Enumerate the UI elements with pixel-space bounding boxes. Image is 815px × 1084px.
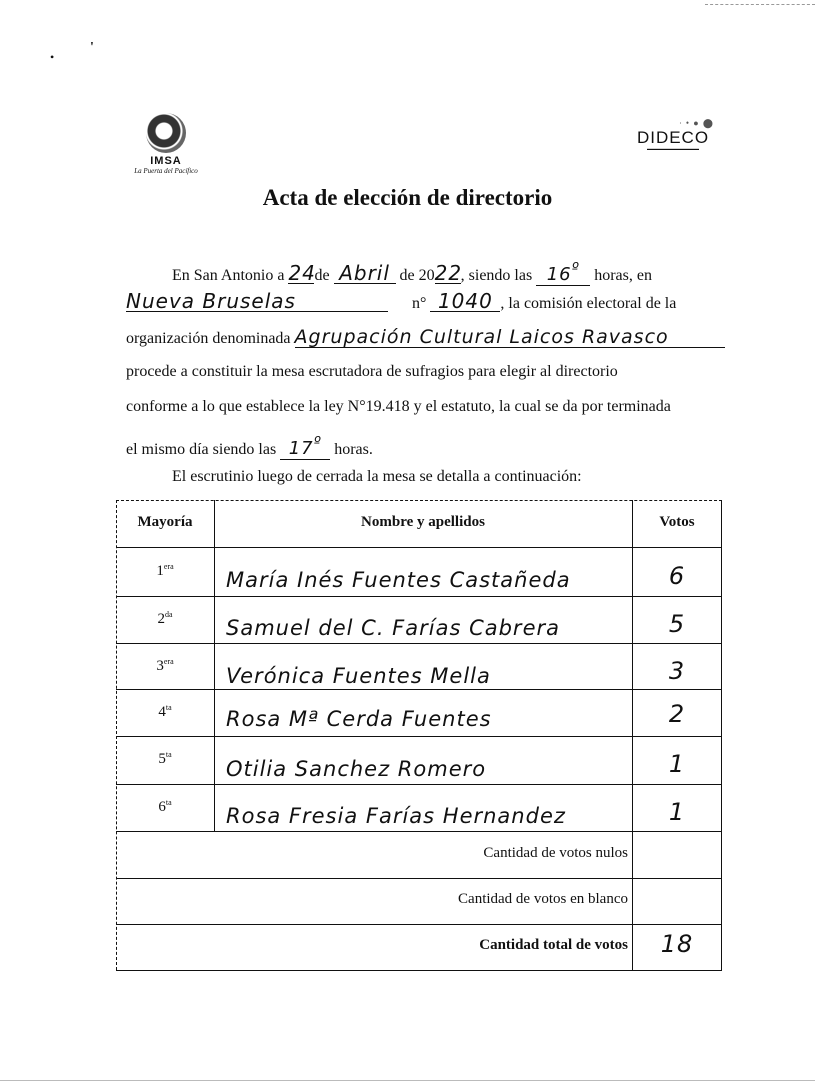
row-2-rank-sup: da (164, 610, 173, 619)
date-year-suffix: 22 (434, 261, 463, 285)
header-mayoria: Mayoría (137, 514, 193, 530)
row-6-votes: 1 (668, 798, 686, 826)
row-4-rank-sup: ta (165, 703, 172, 712)
row-3-rank-sup: era (163, 657, 174, 666)
end-prefix: el mismo día siendo las (126, 441, 277, 458)
header-nombre: Nombre y apellidos (361, 514, 485, 530)
bottom-edge-rule (0, 1080, 815, 1081)
end-hour-field (280, 432, 330, 460)
row-5-rank (116, 750, 214, 768)
intro-line-1 (172, 258, 652, 286)
row-6-rank (116, 798, 214, 816)
row-6-rank-number: 6 (158, 799, 166, 815)
end-hour: 17 (288, 438, 314, 459)
date-day: 24 (288, 261, 316, 285)
imsa-logo (126, 113, 206, 175)
place-name: Nueva Bruselas (126, 291, 388, 312)
horas-en-label: horas, en (594, 267, 652, 284)
document-title: Acta de elección de directorio (262, 185, 553, 210)
row-3-name: Verónica Fuentes Mella (226, 664, 491, 688)
date-month: Abril (334, 263, 396, 284)
imsa-logo-tagline: La Puerta del Pacífico (134, 167, 198, 175)
intro-prefix: En San Antonio a (172, 267, 285, 284)
imsa-logo-name: IMSA (150, 155, 182, 167)
row-2-rank (116, 610, 214, 628)
row-5-name: Otilia Sanchez Romero (226, 757, 487, 781)
row-6-name: Rosa Fresia Farías Hernandez (226, 804, 566, 828)
place-number: 1040 (430, 291, 500, 312)
start-hour: 16 (546, 264, 572, 285)
imsa-emblem-icon (146, 113, 186, 153)
dideco-logo-small-print: ▬▬▬▬▬▬▬▬▬▬▬▬▬ (647, 146, 699, 151)
dideco-dots-icon: ∙ • ● ⬤ (679, 118, 714, 128)
row-6-rank-sup: ta (165, 798, 172, 807)
row-2-name: Samuel del C. Farías Cabrera (226, 616, 560, 640)
null-votes-label: Cantidad de votos nulos (483, 845, 628, 861)
row-5-rank-number: 5 (158, 751, 166, 767)
row-2-votes: 5 (668, 610, 686, 638)
top-edge-rule (705, 4, 815, 5)
number-label: n° (412, 295, 427, 312)
horas-label: horas. (334, 441, 373, 458)
intro-line-2 (126, 291, 676, 314)
row-1-rank-number: 1 (156, 563, 164, 579)
row-1-rank (116, 562, 214, 580)
row-4-votes: 2 (668, 700, 686, 728)
intro-line-5: conforme a lo que establece la ley N°19.418 y el estatuto, la cual se da por terminada (126, 398, 671, 415)
de-1: de (314, 267, 330, 284)
intro-line-4: procede a constituir la mesa escrutadora de sufragios para elegir al directorio (126, 363, 618, 380)
results-table (116, 500, 722, 970)
org-name: Agrupación Cultural Laicos Ravasco (295, 327, 725, 348)
header-votos: Votos (659, 514, 695, 530)
row-4-name: Rosa Mª Cerda Fuentes (226, 707, 492, 731)
row-5-votes: 1 (668, 750, 686, 778)
end-hour-sup: º (313, 433, 322, 451)
blank-votes-label: Cantidad de votos en blanco (458, 891, 628, 907)
start-hour-sup: º (571, 259, 580, 277)
after-number-text: , la comisión electoral de la (500, 295, 677, 312)
row-3-votes: 3 (668, 657, 686, 685)
dideco-logo-name: DIDECO (636, 128, 710, 147)
siendo-label: , siendo las (460, 267, 533, 284)
org-label: organización denominada (126, 330, 291, 347)
intro-line-6 (126, 432, 373, 460)
row-4-rank-number: 4 (158, 704, 166, 720)
scan-mark-1: • (50, 50, 55, 64)
row-3-rank (116, 657, 214, 675)
row-5-rank-sup: ta (165, 750, 172, 759)
row-1-rank-sup: era (163, 562, 174, 571)
de-2: de 20 (399, 267, 435, 284)
row-2-rank-number: 2 (157, 611, 165, 627)
scrutiny-intro: El escrutinio luego de cerrada la mesa se detalla a continuación: (172, 468, 582, 485)
scan-mark-2: ' (90, 40, 94, 55)
start-hour-field (536, 258, 590, 286)
row-1-name: María Inés Fuentes Castañeda (226, 568, 571, 592)
dideco-logo (632, 118, 714, 151)
total-votes-value: 18 (660, 930, 694, 958)
intro-line-3 (126, 327, 725, 349)
row-3-rank-number: 3 (156, 658, 164, 674)
row-1-votes: 6 (668, 562, 686, 590)
total-votes-label: Cantidad total de votos (479, 937, 628, 953)
row-4-rank (116, 703, 214, 721)
